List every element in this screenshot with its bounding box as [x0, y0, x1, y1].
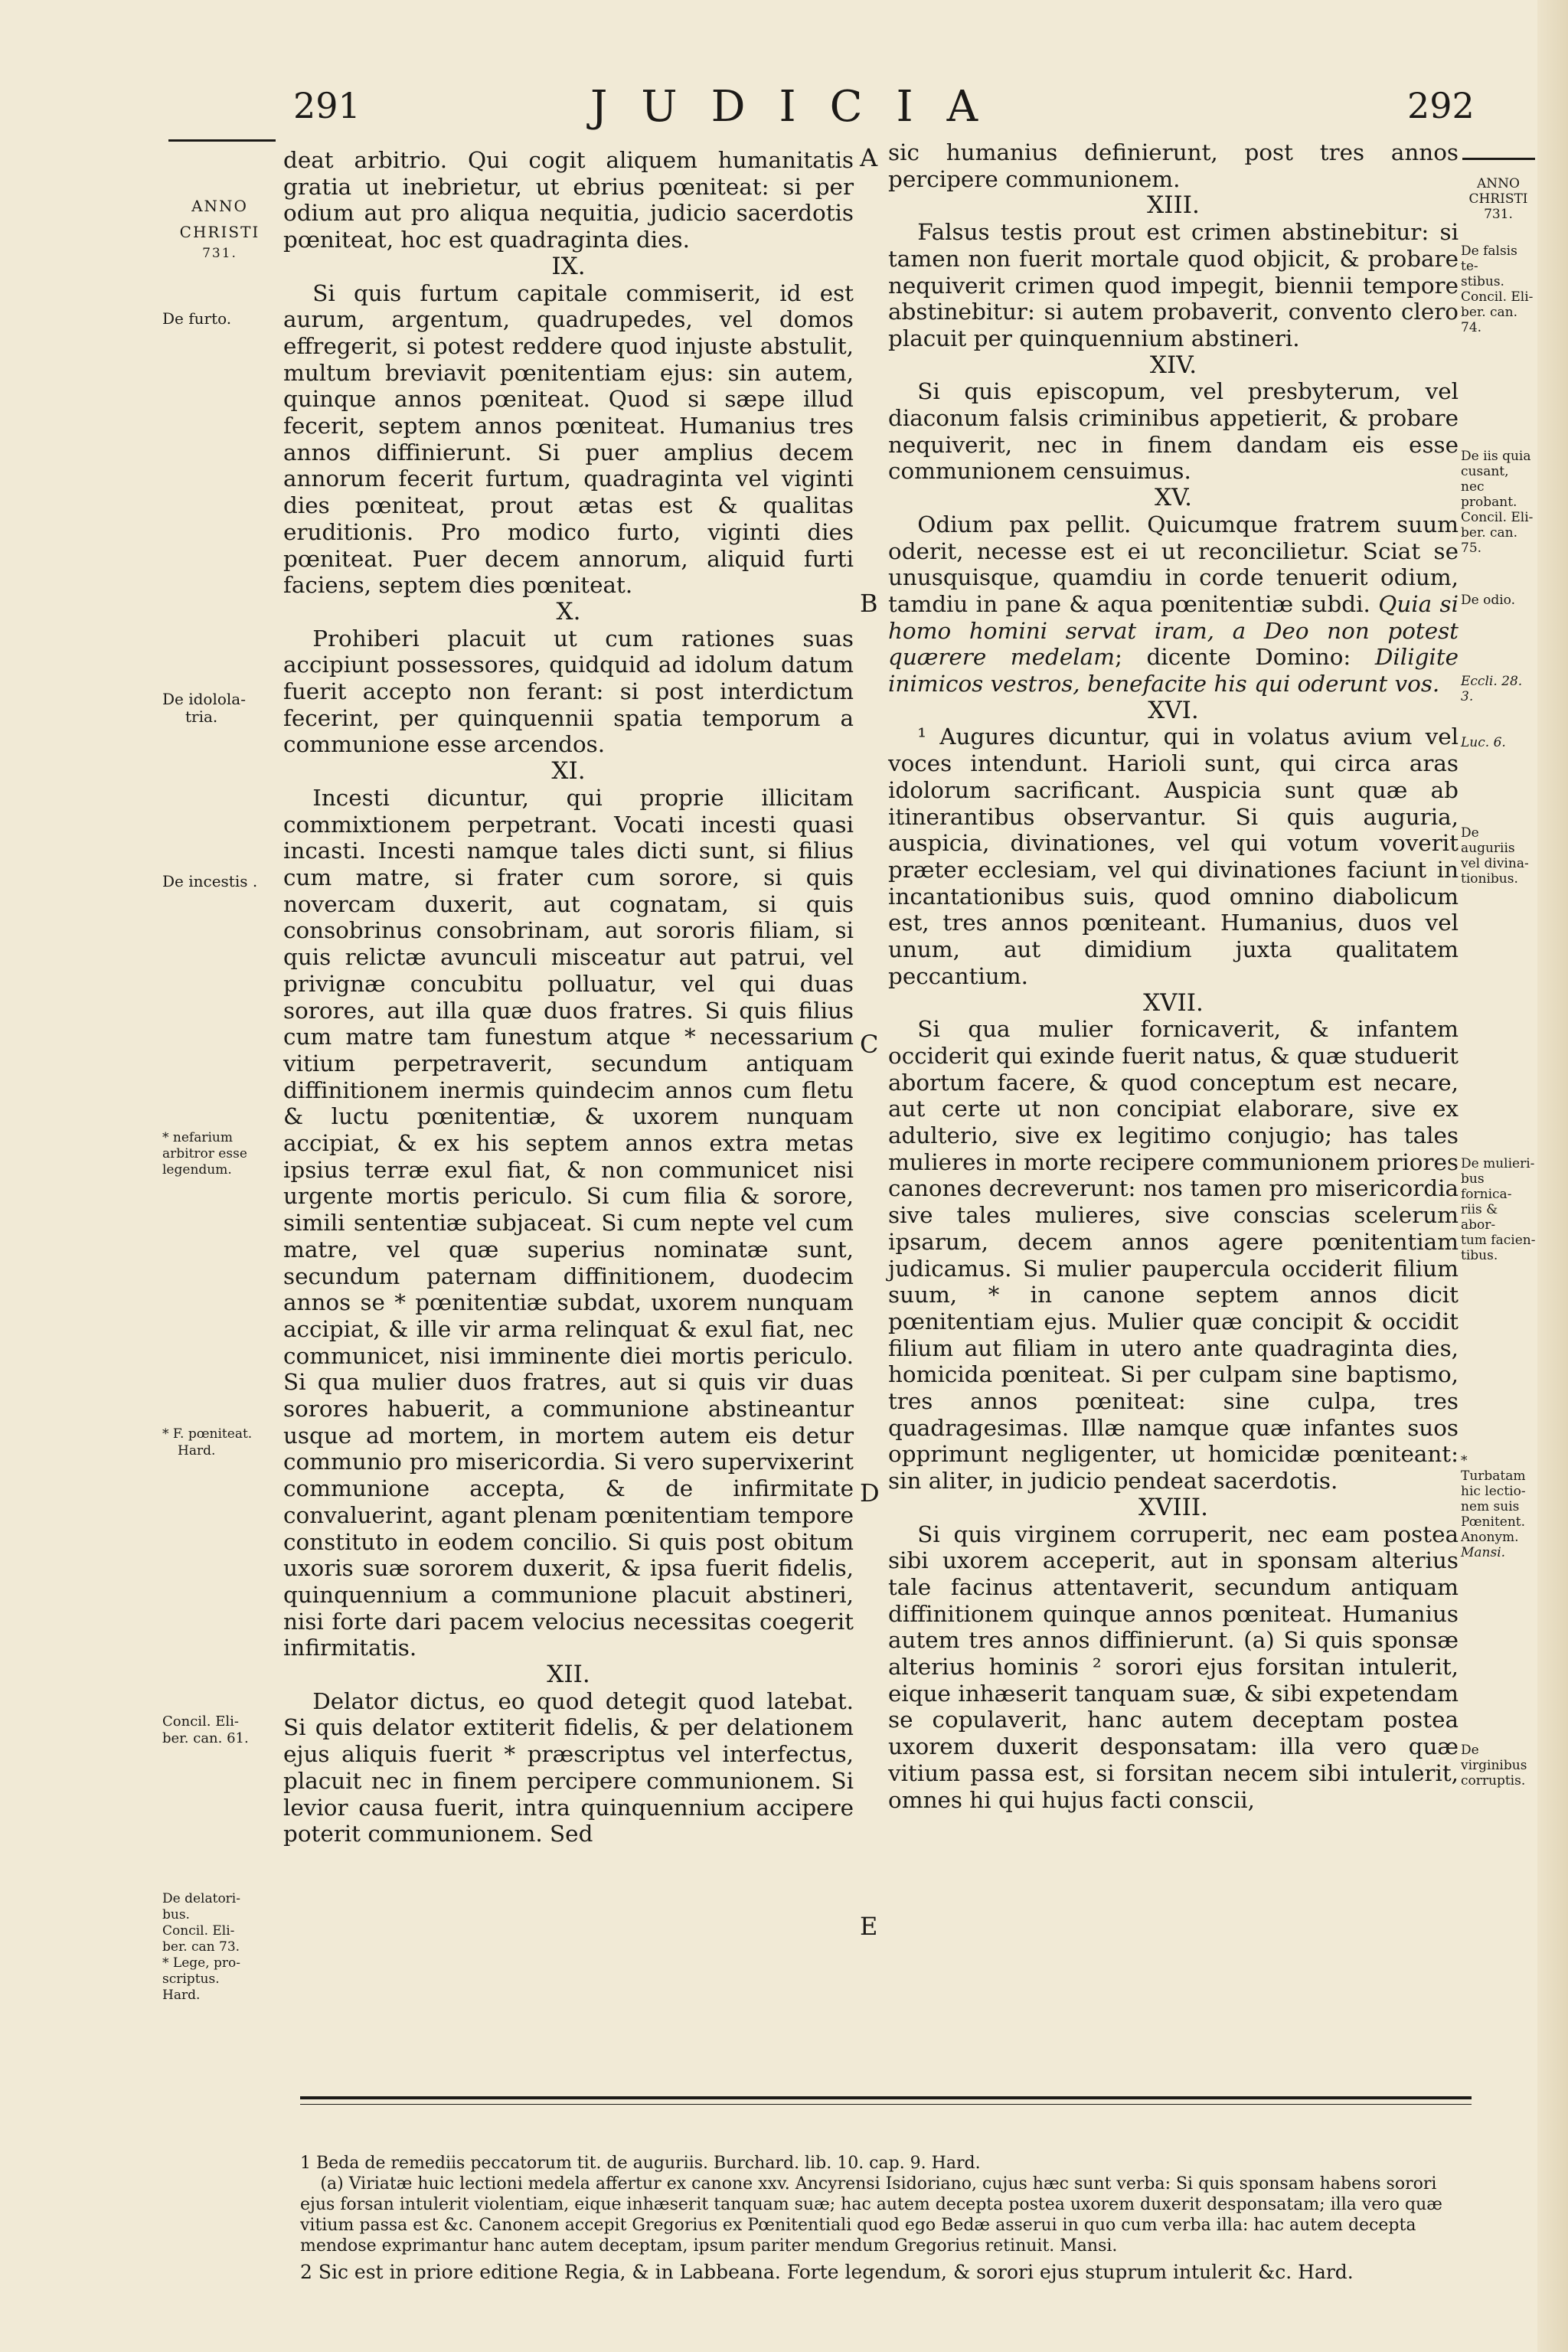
paragraph-xi: Incesti dicuntur, qui proprie illicitam commixtionem perpetrant. Vocati incesti quasi incasti. Incesti namque tales dicti sunt, si filius cum matre, si frater cum sorore, si quis novercam duxerit, aut cognatam, si quis consobrinus consobrinam, aut sororis filiam, si quis relictæ avunculi misceatur aut patrui, vel privignæ concubitu polluatur, vel qui duas sorores, aut illa quæ duos fratres. Si quis filius cum matre tam funestum atque * necessarium vitium perpetraverit, secundum antiquam diffinitionem inermis quindecim annos cum fletu & luctu pœnitentiæ, & uxorem nunquam accipiat, & ex his septem annos extra metas ipsius terræ exul fiat, & non communicet nisi urgente mortis periculo. Si cum filia & sorore, simili sententiæ subjaceat. Si cum nepte vel cum matre, vel quæ superius nominatæ sunt, secundum paternam diffinitionem, duodecim annos se * pœnitentiæ subdat, uxorem nunquam accipiat, & ille vir arma relinquat & exul fiat, nec communicet, nisi imminente diei mortis periculo. Si qua mulier duos fratres, aut si quis vir duas sorores habuerit, a communione abstineantur usque ad mortem, in mortem autem eis detur communio pro misericordia. Si vero supervixerint communione accepta, & de infirmitate convaluerint, agant plenam pœnitentiam tempore constituto in eodem concilio. Si quis post obitum uxoris suæ sororem duxerit, & ipsa fuerit fidelis, quinquennium a communione placuit abstineri, nisi forte dari pacem velocius necessitas coegerit infirmitatis.	[283, 784, 854, 1661]
margin-ref-eccli: Eccli. 28. 3.	[1461, 674, 1523, 704]
column-letter-a: A	[860, 143, 878, 172]
margin-christi-label: CHRISTI	[179, 223, 260, 241]
margin-note-odio: De odio.	[1461, 593, 1515, 608]
paragraph-continuation-right: sic humanius definierunt, post tres annos percipere communionem.	[888, 139, 1459, 192]
margin-note-falsis-testibus: De falsis te- stibus. Concil. Eli- ber. can. 74.	[1461, 243, 1534, 335]
paragraph-xiii: Falsus testis prout est crimen abstinebitur: si tamen non fuerit mortale quod objicit, & probare nequiverit crimen quod impegit, biennii tempore abstinebitur: si autem probaverit, convento clero placuit per quinquennium abstineri.	[888, 219, 1459, 351]
margin-note-auguriis: De auguriis vel divina- tionibus.	[1461, 825, 1529, 887]
column-letter-d: D	[860, 1478, 880, 1508]
right-text-column	[888, 139, 1459, 1813]
section-heading-xi: XI.	[551, 757, 586, 786]
footnote-a: (a) Viriatæ huic lectioni medela affertur ex canone xxv. Ancyrensi Isidoriano, cujus hæc sunt verba: Si quis sponsam habens sorori ejus forsan intulerit violentiam, eique inhæserit tanquam suæ; hac autem decepta postea uxorem duxerit desponsatam; illa vero quæ vitium passa est &c. Canonem accepit Gregorius ex Pœnitentiali quod ego Bedæ asserui in quo cum verba illa: hac autem decepta mendose exprimantur hanc autem deceptam, ipsum pariter mendum Gregorius retinuit. Mansi.	[300, 2174, 1442, 2256]
paragraph-xvi: ¹ Augures dicuntur, qui in volatus avium vel voces intendunt. Harioli sunt, qui circa aras idolorum sacrificant. Auspicia sunt quæ ab itinerantibus observantur. Si quis auguria, auspicia, divinationes, vel qui votum voverit præter ecclesiam, vel qui divinationes faciunt in incantationibus suis, quod omnino diabolicum est, tres annos pœniteant. Humanius, duos vel unum, aut dimidium juxta qualitatem peccantium.	[888, 724, 1459, 989]
section-heading-xii: XII.	[547, 1661, 590, 1689]
section-heading-x: X.	[556, 597, 581, 626]
paragraph-xii: Delator dictus, eo quod detegit quod latebat. Si quis delator extiterit fidelis, & per delationem ejus aliquis fuerit * præscriptus vel interfectus, placuit nec in finem percipere communionem. Si levior causa fuerit, intra quinquennium accipere poterit communionem. Sed	[283, 1687, 854, 1847]
margin-note-furto: De furto.	[162, 309, 232, 328]
paragraph-continuation: deat arbitrio. Qui cogit aliquem humanitatis gratia ut inebrietur, ut ebrius pœniteat: si per odium aut pro aliqua nequitia, judicio sacerdotis pœniteat, hoc est quadraginta dies.	[283, 147, 854, 253]
running-title: JUDICIA	[590, 82, 1012, 132]
margin-ref-luc: Luc. 6.	[1461, 735, 1506, 750]
section-heading-xviii: XVIII.	[1138, 1493, 1209, 1521]
column-letter-c: C	[860, 1030, 879, 1059]
margin-note-virginibus: De virginibus corruptis.	[1461, 1743, 1527, 1788]
footnote-rule-thick	[300, 2096, 1472, 2099]
footnotes	[300, 2153, 1472, 2284]
margin-note-nefarium: * nefarium arbitror esse legendum.	[162, 1130, 247, 1178]
section-heading-xvi: XVI.	[1148, 696, 1199, 724]
right-page-number: 292	[1407, 85, 1475, 126]
section-heading-xiv: XIV.	[1149, 351, 1197, 379]
margin-note-idololatria: De idolola- tria.	[162, 690, 246, 726]
margin-note-incestis: De incestis .	[162, 872, 258, 890]
margin-note-mulieribus: De mulieri- bus fornica- riis & abor- tum facien- tibus.	[1461, 1156, 1536, 1263]
margin-note-accusantes: De iis quia cusant, nec probant. Concil. Eli- ber. can. 75.	[1461, 449, 1534, 556]
header-right-rule	[1462, 158, 1535, 160]
margin-note-poeniteat: * F. pœniteat. Hard.	[162, 1426, 253, 1459]
section-heading-ix: IX.	[551, 252, 586, 280]
column-letter-e: E	[860, 1912, 878, 1941]
paragraph-ix: Si quis furtum capitale commiserit, id est aurum, argentum, quadrupedes, vel domos effregerit, si potest reddere quod injuste abstulit, multum breviavit pœnitentiam ejus: sin autem, quinque annos pœniteat. Quod si sæpe illud fecerit, septem annos pœniteat. Humanius tres annos diffinierunt. Si puer amplius decem annorum fecerit furtum, quadraginta vel viginti dies pœniteat, prout ætas est & qualitas eruditionis. Pro modico furto, viginti dies pœniteat. Puer decem annorum, aliquid furti faciens, septem dies pœniteat.	[283, 279, 854, 599]
column-letter-b: B	[860, 589, 878, 618]
section-heading-xvii: XVII.	[1143, 988, 1204, 1017]
margin-year: 731.	[202, 246, 237, 261]
margin-note-concil-61: Concil. Eli- ber. can. 61.	[162, 1713, 249, 1746]
paragraph-x: Prohiberi placuit ut cum rationes suas accipiunt possessores, quidquid ad idolum datum fuerit accepto non ferant: si post interdictum fecerint, per quinquennii spatia temporum a communione esse arcendos.	[283, 625, 854, 758]
left-page-number: 291	[293, 85, 361, 126]
margin-note-delatoribus: De delatori- bus. Concil. Eli- ber. can 73. * Lege, pro- scriptus. Hard.	[162, 1891, 240, 2003]
margin-note-turbatam: * Turbatam hic lectio- nem suis Pœnitent. Anonym. Mansi.	[1461, 1453, 1526, 1560]
paragraph-xviii: Si quis virginem corruperit, nec eam postea sibi uxorem acceperit, aut in sponsam alterius tale facinus attentaverit, secundum antiquam diffinitionem quinque annos pœniteat. Humanius autem tres annos diffinierunt. (a) Si quis sponsæ alterius hominis ² sorori ejus forsitan intulerit, eique inhæserit tanquam suæ, & sibi expetendam se copulaverit, hanc autem deceptam postea uxorem duxerit desponsatam: illa vero quæ vitium passa est, si forsitan necem sibi intulerit, omnes hi qui hujus facti conscii,	[888, 1521, 1459, 1813]
margin-anno-label: ANNO	[191, 197, 248, 215]
left-text-column	[283, 147, 854, 1847]
footnote-rule-thin	[300, 2104, 1472, 2105]
footnote-2: 2 Sic est in priore editione Regia, & in Labbeana. Forte legendum, & sorori ejus stuprum intulerit &c. Hard.	[300, 2261, 1354, 2283]
page-edge	[1537, 0, 1568, 2352]
header-left-rule	[168, 139, 276, 142]
margin-anno-label-right: ANNO CHRISTI 731.	[1468, 176, 1528, 222]
paragraph-xiv: Si quis episcopum, vel presbyterum, vel diaconum falsis criminibus appetierit, & probare nequiverit, nec in finem dandam eis esse communionem censuimus.	[888, 378, 1459, 485]
paragraph-xvii: Si qua mulier fornicaverit, & infantem occiderit qui exinde fuerit natus, & quæ studuerit abortum facere, & quod conceptum est necare, aut certe ut non concipiat elaborare, sive ex adulterio, sive ex legitimo conjugio; has tales mulieres in morte recipere communionem priores canones decreverunt: nos tamen pro misericordia sive tales mulieres, sive conscias scelerum ipsarum, decem annos agere pœnitentiam judicamus. Si mulier paupercula occiderit filium suum, * in canone septem annos dicit pœnitentiam ejus. Mulier quæ concipit & occidit filium aut filiam in utero ante quadraginta dies, homicida pœniteat. Si per culpam sine baptismo, tres annos pœniteat: sine culpa, tres quadragesimas. Illæ namque quæ infantes suos opprimunt negligenter, ut homicidæ pœniteant: sin aliter, in judicio pendeat sacerdotis.	[888, 1016, 1459, 1494]
section-heading-xv: XV.	[1155, 484, 1192, 512]
section-heading-xiii: XIII.	[1147, 191, 1200, 220]
footnote-1: 1 Beda de remediis peccatorum tit. de auguriis. Burchard. lib. 10. cap. 9. Hard.	[300, 2154, 981, 2173]
paragraph-xv: Odium pax pellit. Quicumque fratrem suum oderit, necesse est ei ut reconcilietur. Sciat se unusquisque, quamdiu in corde tenuerit odium, tamdiu in pane & aqua pœnitentiæ subdi. Quia si homo homini servat iram, a Deo non potest quærere medelam; dicente Domino: Diligite inimicos vestros, benefacite his qui oderunt vos.	[888, 511, 1459, 697]
